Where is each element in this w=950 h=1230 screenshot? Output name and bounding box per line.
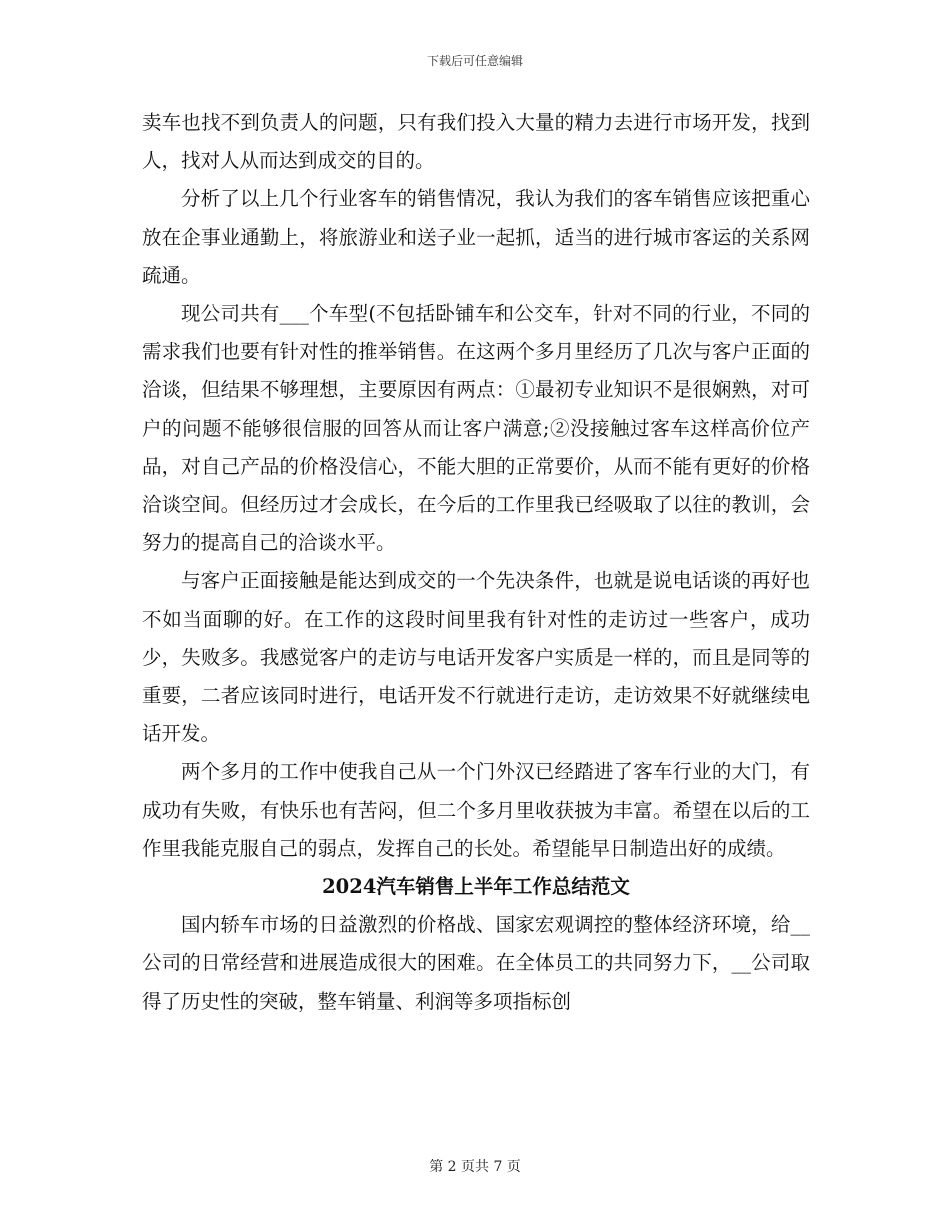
paragraph-2: 分析了以上几个行业客车的销售情况，我认为我们的客车销售应该把重心放在企事业通勤上，将旅游业和送子业一起抓，适当的进行城市客运的关系网疏通。 [142, 187, 810, 287]
page-footer: 第 2 页共 7 页 [429, 1159, 521, 1175]
paragraph-4: 与客户正面接触是能达到成交的一个先决条件，也就是说电话谈的再好也不如当面聊的好。在工作的这段时间里我有针对性的走访过一些客户，成功少，失败多。我感觉客户的走访与电话开发客户实质是一样的，而且是同等的重要，二者应该同时进行，电话开发不行就进行走访，走访效果不好就继续电话开发。 [142, 569, 810, 746]
section-title: 2024汽车销售上半年工作总结范文 [322, 875, 630, 899]
paragraph-1: 卖车也找不到负责人的问题，只有我们投入大量的精力去进行市场开发，找到人，找对人从而达到成交的目的。 [142, 111, 810, 173]
paragraph-3: 现公司共有___个车型(不包括卧铺车和公交车，针对不同的行业，不同的需求我们也要有针对性的推举销售。在这两个多月里经历了几次与客户正面的洽谈，但结果不够理想，主要原因有两点：①最初专业知识不是很娴熟，对可户的问题不能够很信服的回答从而让客户满意;②没接触过客车这样高价位产品，对自己产品的价格没信心，不能大胆的正常要价，从而不能有更好的价格洽谈空间。但经历过才会成长，在今后的工作里我已经吸取了以往的教训，会努力的提高自己的洽谈水平。 [142, 302, 810, 555]
paragraph-5: 两个多月的工作中使我自己从一个门外汉已经踏进了客车行业的大门，有成功有失败，有快乐也有苦闷，但二个多月里收获披为丰富。希望在以后的工作里我能克服自己的弱点，发挥自己的长处。希望能早日制造出好的成绩。 [142, 760, 810, 860]
section-paragraph-1: 国内轿车市场的日益激烈的价格战、国家宏观调控的整体经济环境，给__公司的日常经营和进展造成很大的困难。在全体员工的共同努力下，__公司取得了历史性的突破，整车销量、利润等多项指标创 [142, 913, 810, 1013]
page-header: 下载后可任意编辑 [426, 54, 523, 68]
document-body [142, 104, 810, 1021]
